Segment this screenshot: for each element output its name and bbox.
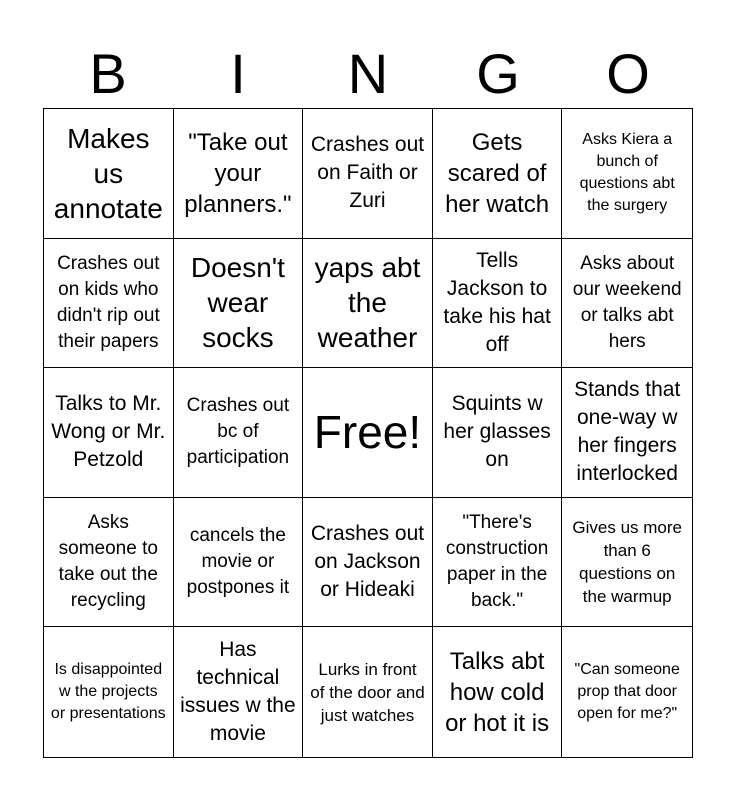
cell-text: Squints w her glasses on <box>443 392 551 472</box>
bingo-cell[interactable] <box>174 368 304 498</box>
free-space-cell[interactable] <box>303 368 433 498</box>
bingo-cell[interactable] <box>174 239 304 369</box>
bingo-cell[interactable] <box>433 498 563 628</box>
bingo-cell[interactable] <box>303 498 433 628</box>
bingo-cell[interactable] <box>303 627 433 757</box>
bingo-board <box>43 108 693 758</box>
bingo-cell[interactable] <box>44 627 174 757</box>
header-letter-n: N <box>347 42 389 105</box>
cell-text: "Can someone prop that door open for me?" <box>574 661 680 723</box>
cell-text: Crashes out bc of participation <box>186 395 290 469</box>
header-letter-g: G <box>476 42 520 105</box>
bingo-cell[interactable] <box>562 239 692 369</box>
cell-text: "Take out your planners." <box>184 128 292 218</box>
free-space-text: Free! <box>313 406 422 459</box>
cell-text: Asks someone to take out the recycling <box>58 512 158 612</box>
bingo-cell[interactable] <box>433 239 563 369</box>
cell-text: Talks abt how cold or hot it is <box>445 647 550 737</box>
bingo-header <box>43 40 693 108</box>
cell-text: Is disappointed w the projects or presentations <box>50 661 166 723</box>
bingo-cell[interactable] <box>433 368 563 498</box>
cell-text: Makes us annotate <box>53 122 163 224</box>
cell-text: Has technical issues w the movie <box>180 638 296 746</box>
bingo-cell[interactable] <box>562 498 692 628</box>
cell-text: Lurks in front of the door and just watches <box>310 659 425 725</box>
bingo-cell[interactable] <box>433 627 563 757</box>
bingo-cell[interactable] <box>562 627 692 757</box>
cell-text: Talks to Mr. Wong or Mr. Petzold <box>51 392 166 472</box>
cell-text: Asks about our weekend or talks abt hers <box>572 252 682 352</box>
header-letter-o: O <box>606 42 650 105</box>
bingo-cell[interactable] <box>44 368 174 498</box>
cell-text: Tells Jackson to take his hat off <box>443 248 551 356</box>
bingo-cell[interactable] <box>562 109 692 239</box>
bingo-cell[interactable] <box>433 109 563 239</box>
bingo-cell[interactable] <box>562 368 692 498</box>
cell-text: "There's construction paper in the back." <box>445 512 549 612</box>
cell-text: Doesn't wear socks <box>190 252 285 354</box>
bingo-cell[interactable] <box>174 498 304 628</box>
bingo-cell[interactable] <box>44 239 174 369</box>
bingo-cell[interactable] <box>174 109 304 239</box>
bingo-cell[interactable] <box>44 498 174 628</box>
cell-text: Asks Kiera a bunch of questions abt the surgery <box>579 131 675 215</box>
cell-text: Crashes out on Faith or Zuri <box>310 133 425 213</box>
bingo-cell[interactable] <box>303 109 433 239</box>
cell-text: cancels the movie or postpones it <box>186 525 290 599</box>
bingo-cell[interactable] <box>174 627 304 757</box>
bingo-cell[interactable] <box>44 109 174 239</box>
cell-text: yaps abt the weather <box>314 252 421 354</box>
cell-text: Gives us more than 6 questions on the warmup <box>572 518 682 607</box>
bingo-cell[interactable] <box>303 239 433 369</box>
cell-text: Stands that one-way w her fingers interlocked <box>574 378 681 486</box>
header-letter-b: B <box>89 42 127 105</box>
cell-text: Gets scared of her watch <box>445 128 550 218</box>
header-letter-i: I <box>230 42 246 105</box>
cell-text: Crashes out on Jackson or Hideaki <box>310 522 425 602</box>
cell-text: Crashes out on kids who didn't rip out their papers <box>56 252 160 352</box>
